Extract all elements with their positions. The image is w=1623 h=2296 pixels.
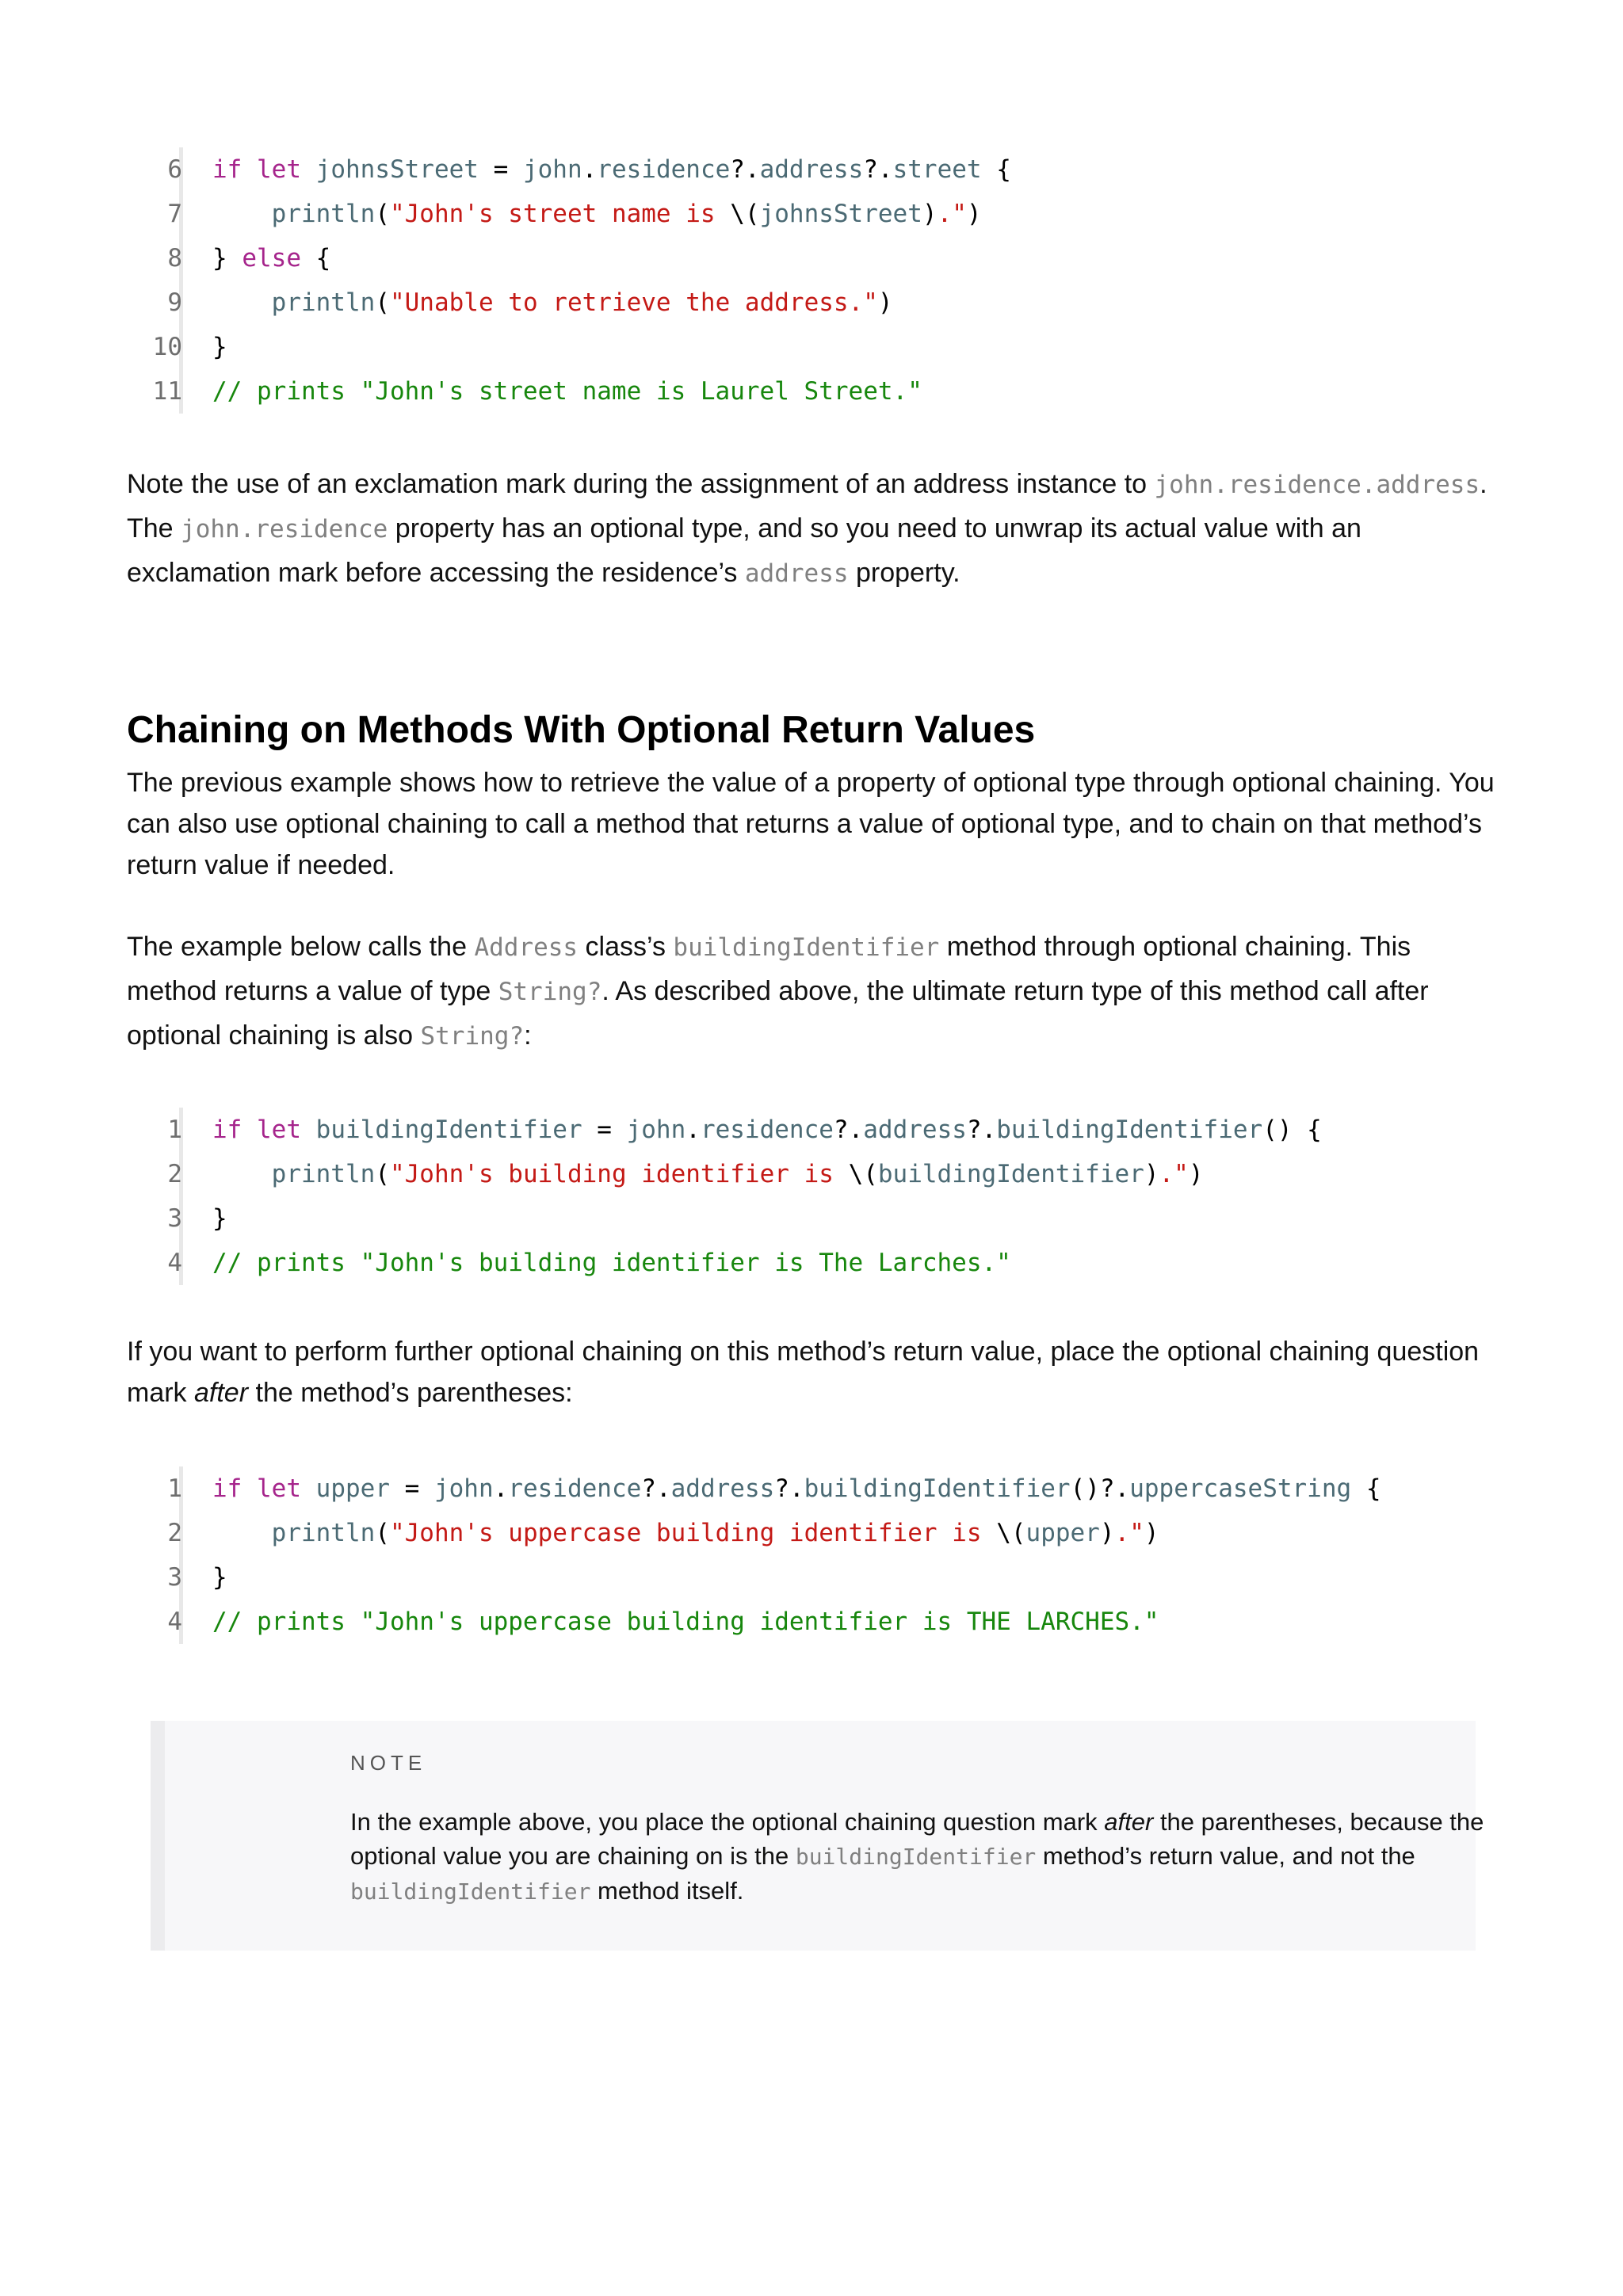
code-text — [212, 1600, 1159, 1644]
code-token: // prints "John's building identifier is The Larches." — [212, 1249, 1011, 1277]
code-token: johnsStreet — [301, 155, 494, 184]
code-token: ( — [375, 1160, 390, 1188]
code-text — [212, 1511, 1159, 1555]
line-number: 3 — [167, 1204, 182, 1233]
code-token: ( — [375, 288, 390, 317]
code-token: () { — [1262, 1116, 1322, 1144]
code-token: john — [522, 155, 582, 184]
code-token: ) — [966, 200, 982, 228]
code-token: john — [433, 1474, 494, 1503]
code-token: ?. — [833, 1116, 864, 1144]
code-token: address — [670, 1474, 775, 1503]
code-token: ) — [1144, 1160, 1159, 1188]
code-token: ?. — [774, 1474, 804, 1503]
text-run: Note the use of an exclamation mark during the assignment of an address instance to — [127, 469, 1155, 499]
text-run: method through optional chaining. This method returns a value of type — [127, 932, 1411, 1006]
code-token: upper — [301, 1474, 405, 1503]
text-run: property has an optional type, and so you need to unwrap its actual value with an exclamation mark before accessing the residence’s — [127, 513, 1361, 588]
code-token: ()?. — [1070, 1474, 1130, 1503]
code-token: ) — [1144, 1519, 1159, 1547]
line-number: 1 — [167, 1474, 182, 1503]
line-number: 9 — [167, 288, 182, 317]
text-run: If you want to perform further optional chaining on this method’s return value, place the optional chaining question mark — [127, 1337, 1480, 1408]
inline-code: buildingIdentifier — [673, 933, 940, 962]
code-token: if — [212, 155, 242, 184]
code-token: ." — [1114, 1519, 1144, 1547]
code-token: println — [212, 1160, 376, 1188]
line-number: 1 — [167, 1116, 182, 1144]
text-run: The example below calls the — [127, 932, 475, 962]
line-number: 7 — [167, 200, 182, 228]
code-token: ?. — [730, 155, 760, 184]
code-text — [212, 280, 893, 325]
text-run: The previous example shows how to retrieve the value of a property of optional type through optional chaining. You can also use optional chaining to call a method that returns a value of optional type, and to chain on that method’s return value if needed. — [127, 768, 1495, 880]
code-token: "John's street name is — [389, 200, 731, 228]
line-number: 10 — [152, 333, 182, 361]
paragraph-exclamation-note — [127, 463, 1506, 596]
code-token: street — [892, 155, 982, 184]
code-token: buildingIdentifier — [996, 1116, 1263, 1144]
code-token: = — [404, 1474, 434, 1503]
code-token: { — [981, 155, 1011, 184]
code-token: if — [212, 1474, 242, 1503]
code-token: johnsStreet — [759, 200, 922, 228]
inline-code: buildingIdentifier — [350, 1878, 591, 1905]
text-run: method’s return value, and not the — [1036, 1842, 1415, 1870]
text-run: In the example above, you place the optional chaining question mark — [350, 1808, 1105, 1836]
code-token: ) — [1099, 1519, 1115, 1547]
code-token: ( — [375, 200, 390, 228]
text-run: property. — [848, 558, 960, 588]
code-text — [212, 1152, 1204, 1196]
line-number: 3 — [167, 1563, 182, 1592]
code-text — [212, 1241, 1011, 1285]
code-text — [212, 325, 227, 369]
code-token: address — [759, 155, 864, 184]
code-text — [212, 147, 1011, 192]
code-token: ?. — [863, 155, 893, 184]
code-token: ?. — [641, 1474, 671, 1503]
text-run: the method’s parentheses: — [248, 1378, 573, 1408]
code-text — [212, 1466, 1381, 1511]
line-number: 8 — [167, 244, 182, 273]
code-token: println — [212, 200, 376, 228]
code-token: ." — [1159, 1160, 1189, 1188]
code-token: "Unable to retrieve the address." — [389, 288, 878, 317]
code-token: if — [212, 1116, 242, 1144]
code-token: let — [257, 155, 301, 184]
code-token — [242, 1116, 257, 1144]
code-token: . — [493, 1474, 509, 1503]
code-token: ) — [877, 288, 893, 317]
code-token: println — [212, 288, 376, 317]
text-run: the parentheses, because the optional value you are chaining on is the — [350, 1808, 1484, 1870]
text-run: . The — [127, 469, 1487, 543]
inline-code: String? — [498, 978, 602, 1006]
code-token: } — [212, 1563, 227, 1592]
code-token: residence — [700, 1116, 834, 1144]
note-box — [151, 1721, 1484, 1951]
code-token: \( — [848, 1160, 878, 1188]
code-token: ." — [937, 200, 967, 228]
inline-code: john.residence — [181, 515, 388, 543]
code-token: println — [212, 1519, 376, 1547]
code-text — [212, 369, 922, 414]
code-text — [212, 1108, 1322, 1152]
code-token: { — [300, 244, 331, 273]
code-token: buildingIdentifier — [301, 1116, 598, 1144]
code-token: . — [582, 155, 598, 184]
code-token: upper — [1025, 1519, 1100, 1547]
inline-code: john.residence.address — [1154, 471, 1480, 499]
code-token: residence — [508, 1474, 642, 1503]
line-number: 6 — [167, 155, 182, 184]
note-title: NOTE — [350, 1751, 427, 1775]
code-token: } — [212, 1204, 227, 1233]
paragraph-further-chaining — [127, 1331, 1506, 1413]
code-text — [212, 192, 982, 236]
code-token — [242, 1474, 257, 1503]
code-text — [212, 1555, 227, 1600]
code-token: } — [212, 333, 227, 361]
emphasis: after — [1104, 1808, 1154, 1836]
code-token: } — [212, 244, 242, 273]
code-token: buildingIdentifier — [804, 1474, 1071, 1503]
inline-code: address — [744, 559, 849, 588]
note-body — [350, 1805, 1571, 1909]
paragraph-intro — [127, 762, 1506, 886]
line-number: 4 — [167, 1608, 182, 1636]
code-token: = — [597, 1116, 627, 1144]
text-run: method itself. — [590, 1877, 744, 1905]
code-token: = — [493, 155, 523, 184]
code-token: ) — [922, 200, 938, 228]
code-token: buildingIdentifier — [877, 1160, 1144, 1188]
emphasis: after — [194, 1378, 249, 1408]
code-token: let — [257, 1116, 301, 1144]
line-number: 2 — [167, 1519, 182, 1547]
code-token: ?. — [966, 1116, 997, 1144]
code-token: else — [242, 244, 301, 273]
code-token: ) — [1188, 1160, 1204, 1188]
code-token: \( — [996, 1519, 1026, 1547]
text-run: . As described above, the ultimate return type of this method call after optional chaining is also — [127, 976, 1429, 1051]
line-number: 2 — [167, 1160, 182, 1188]
section-heading: Chaining on Methods With Optional Return Values — [127, 709, 1036, 751]
code-token: \( — [730, 200, 760, 228]
code-token: address — [863, 1116, 967, 1144]
inline-code: buildingIdentifier — [795, 1844, 1037, 1870]
paragraph-example-description — [127, 925, 1506, 1058]
code-token: john — [626, 1116, 686, 1144]
code-token: . — [685, 1116, 701, 1144]
code-token: "John's building identifier is — [389, 1160, 849, 1188]
code-text — [212, 1196, 227, 1241]
text-run: class’s — [578, 932, 674, 962]
code-token: // prints "John's uppercase building identifier is THE LARCHES." — [212, 1608, 1159, 1636]
code-token: residence — [597, 155, 731, 184]
inline-code: String? — [420, 1022, 525, 1051]
code-token: "John's uppercase building identifier is — [389, 1519, 997, 1547]
code-text — [212, 236, 330, 280]
line-number: 11 — [152, 377, 182, 406]
line-number: 4 — [167, 1249, 182, 1277]
code-token: uppercaseString — [1129, 1474, 1352, 1503]
code-token: // prints "John's street name is Laurel Street." — [212, 377, 922, 406]
code-token: { — [1351, 1474, 1381, 1503]
text-run: : — [524, 1020, 532, 1051]
code-token: let — [257, 1474, 301, 1503]
inline-code: Address — [474, 933, 579, 962]
code-token — [242, 155, 257, 184]
code-token: ( — [375, 1519, 390, 1547]
